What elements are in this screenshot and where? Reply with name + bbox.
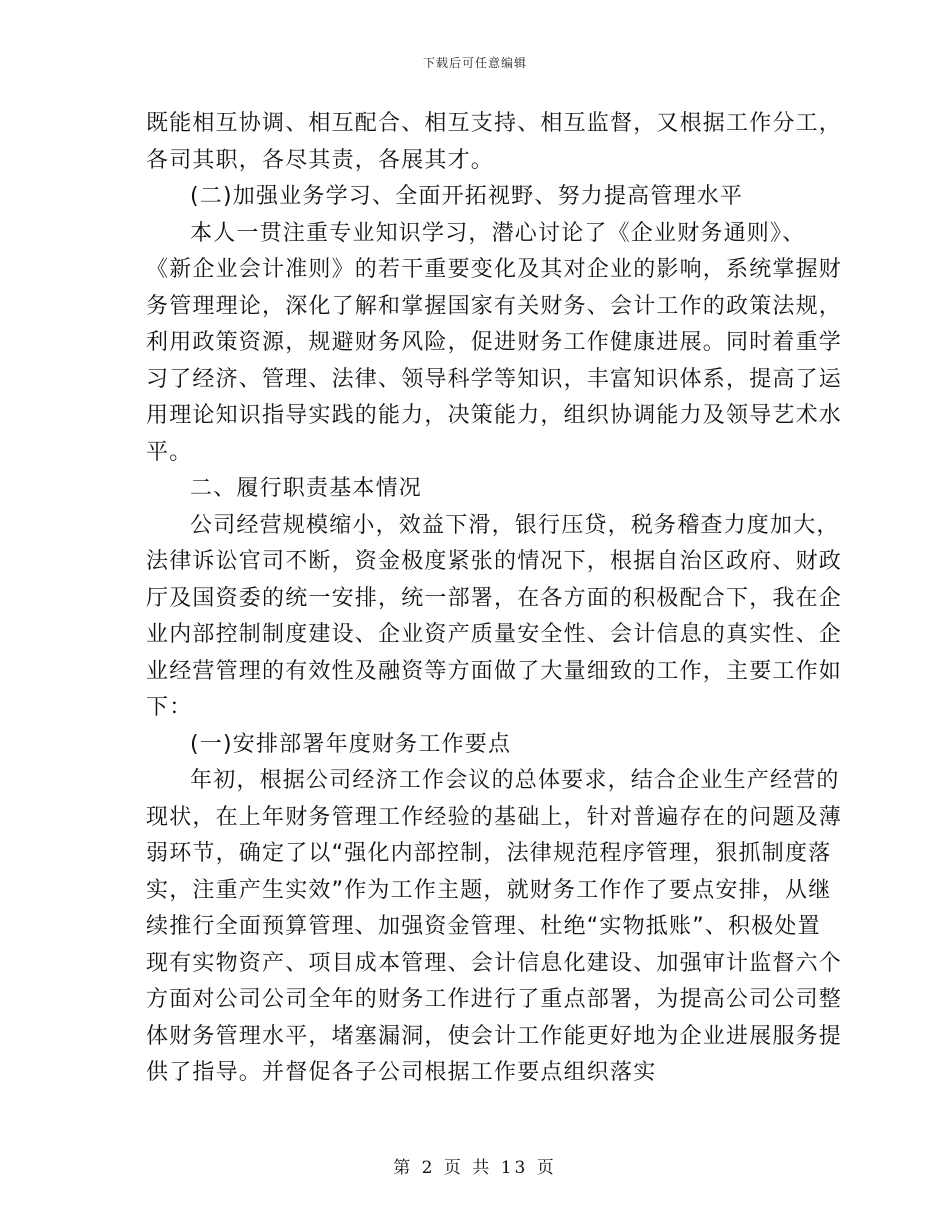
text-line: 公司经营规模缩小，效益下滑，银行压贷，税务稽查力度加大， bbox=[190, 512, 840, 538]
section-heading: (二)加强业务学习、全面开拓视野、努力提高管理水平 bbox=[190, 184, 744, 209]
text-line: 习了经济、管理、法律、领导科学等知识，丰富知识体系，提高了运 bbox=[146, 366, 843, 392]
text-line: 务管理理论，深化了解和掌握国家有关财务、会计工作的政策法规， bbox=[146, 293, 843, 319]
text-line: 本人一贯注重专业知识学习，潜心讨论了《企业财务通则》、 bbox=[190, 220, 806, 246]
text-line: 年初，根据公司经济工作会议的总体要求，结合企业生产经营的 bbox=[190, 768, 840, 793]
text-line: 弱环节，确定了以“强化内部控制，法律规范程序管理，狠抓制度落 bbox=[146, 841, 832, 866]
text-line: 利用政策资源，规避财务风险，促进财务工作健康进展。同时着重学 bbox=[146, 330, 843, 355]
text-line: 现有实物资产、项目成本管理、会计信息化建设、加强审计监督六个 bbox=[146, 950, 843, 976]
text-line: 平。 bbox=[146, 439, 193, 465]
text-line: 用理论知识指导实践的能力，决策能力，组织协调能力及领导艺术水 bbox=[146, 403, 843, 428]
text-line: 法律诉讼官司不断，资金极度紧张的情况下，根据自治区政府、财政 bbox=[146, 549, 843, 574]
text-line: 体财务管理水平，堵塞漏洞，使会计工作能更好地为企业进展服务提 bbox=[146, 1023, 843, 1049]
text-line: 续推行全面预算管理、加强资金管理、杜绝“实物抵账”、积极处置 bbox=[146, 914, 821, 939]
text-line: 各司其职，各尽其责，各展其才。 bbox=[146, 147, 495, 173]
text-line: 既能相互协调、相互配合、相互支持、相互监督，又根据工作分工， bbox=[146, 111, 843, 136]
section-heading: 二、履行职责基本情况 bbox=[190, 476, 423, 501]
document-body bbox=[146, 106, 843, 1092]
section-heading: (一)安排部署年度财务工作要点 bbox=[190, 731, 512, 757]
page-header: 下载后可任意编辑 bbox=[422, 56, 527, 70]
text-line: 业内部控制制度建设、企业资产质量安全性、会计信息的真实性、企 bbox=[146, 622, 843, 647]
text-line: 现状，在上年财务管理工作经验的基础上，针对普遍存在的问题及薄 bbox=[146, 804, 843, 830]
text-line: 业经营管理的有效性及融资等方面做了大量细致的工作，主要工作如 bbox=[146, 658, 843, 684]
page-footer: 第 2 页 共 13 页 bbox=[393, 1158, 557, 1178]
text-line: 下： bbox=[146, 695, 193, 720]
text-line: 《新企业会计准则》的若干重要变化及其对企业的影响，系统掌握财 bbox=[146, 257, 843, 282]
text-line: 方面对公司公司全年的财务工作进行了重点部署，为提高公司公司整 bbox=[146, 987, 843, 1012]
text-line: 实，注重产生实效”作为工作主题，就财务工作作了要点安排，从继 bbox=[146, 877, 832, 903]
text-line: 供了指导。并督促各子公司根据工作要点组织落实 bbox=[146, 1060, 657, 1085]
text-line: 厅及国资委的统一安排，统一部署，在各方面的积极配合下，我在企 bbox=[146, 585, 843, 611]
